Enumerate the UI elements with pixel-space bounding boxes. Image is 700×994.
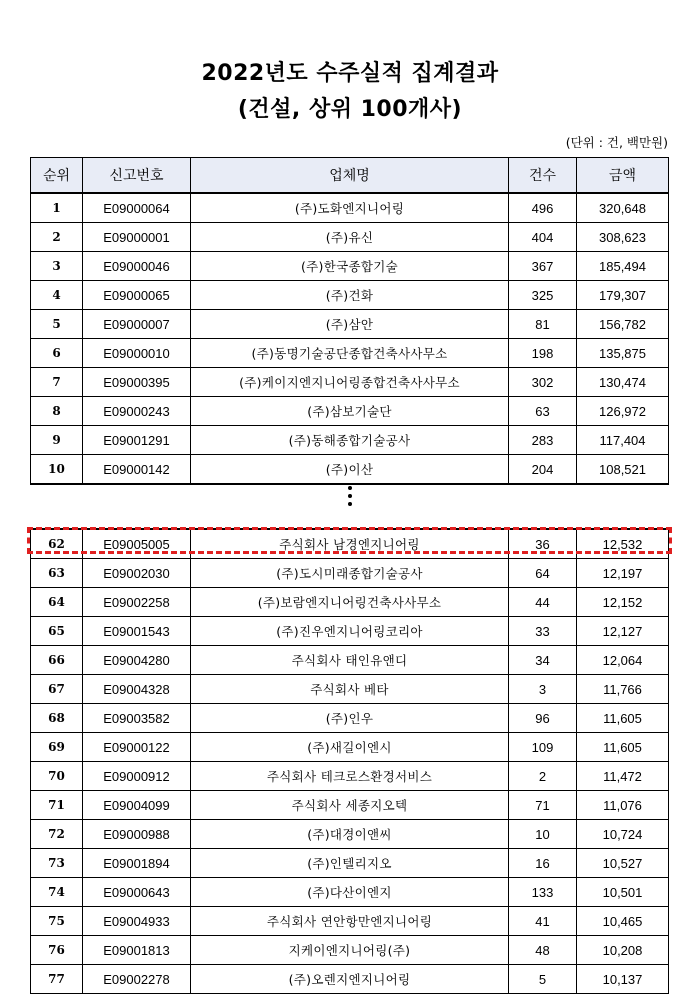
company-cell: (주)오렌지엔지니어링 xyxy=(191,965,509,994)
count-cell: 302 xyxy=(509,368,577,397)
count-cell: 404 xyxy=(509,223,577,252)
table-row xyxy=(31,368,669,397)
count-cell: 2 xyxy=(509,762,577,791)
rank-cell: 69 xyxy=(31,733,83,762)
count-cell: 44 xyxy=(509,588,577,617)
code-cell: E09000007 xyxy=(83,310,191,339)
count-cell: 5 xyxy=(509,965,577,994)
code-cell: E09000046 xyxy=(83,252,191,281)
code-cell: E09000912 xyxy=(83,762,191,791)
rank-cell: 2 xyxy=(31,223,83,252)
count-cell: 96 xyxy=(509,704,577,733)
code-cell: E09000643 xyxy=(83,878,191,907)
code-cell: E09001543 xyxy=(83,617,191,646)
count-cell: 64 xyxy=(509,559,577,588)
amount-cell: 156,782 xyxy=(577,310,669,339)
amount-cell: 130,474 xyxy=(577,368,669,397)
code-cell: E09000001 xyxy=(83,223,191,252)
code-cell: E09000064 xyxy=(83,193,191,223)
code-cell: E09003582 xyxy=(83,704,191,733)
count-cell: 33 xyxy=(509,617,577,646)
company-cell: (주)동명기술공단종합건축사사무소 xyxy=(191,339,509,368)
company-cell: (주)도화엔지니어링 xyxy=(191,193,509,223)
table-header-row xyxy=(31,158,669,194)
amount-cell: 135,875 xyxy=(577,339,669,368)
amount-cell: 12,127 xyxy=(577,617,669,646)
rank-cell: 76 xyxy=(31,936,83,965)
code-cell: E09000395 xyxy=(83,368,191,397)
amount-cell: 12,197 xyxy=(577,559,669,588)
company-cell: (주)다산이엔지 xyxy=(191,878,509,907)
code-cell: E09001813 xyxy=(83,936,191,965)
count-cell: 496 xyxy=(509,193,577,223)
table-row xyxy=(31,397,669,426)
table-row xyxy=(31,849,669,878)
code-cell: E09004328 xyxy=(83,675,191,704)
rank-cell: 71 xyxy=(31,791,83,820)
rank-cell: 6 xyxy=(31,339,83,368)
code-cell: E09000988 xyxy=(83,820,191,849)
table-row xyxy=(31,193,669,223)
table-row xyxy=(31,762,669,791)
table-row xyxy=(31,529,669,559)
rank-cell: 74 xyxy=(31,878,83,907)
company-cell: 주식회사 태인유앤디 xyxy=(191,646,509,675)
company-cell: (주)인텔리지오 xyxy=(191,849,509,878)
amount-cell: 11,766 xyxy=(577,675,669,704)
rank-cell: 65 xyxy=(31,617,83,646)
amount-cell: 10,724 xyxy=(577,820,669,849)
code-cell: E09004280 xyxy=(83,646,191,675)
header-count: 건수 xyxy=(509,158,577,194)
company-cell: 주식회사 세종지오텍 xyxy=(191,791,509,820)
count-cell: 198 xyxy=(509,339,577,368)
rank-cell: 62 xyxy=(31,529,83,559)
table-row xyxy=(31,704,669,733)
amount-cell: 11,605 xyxy=(577,733,669,762)
count-cell: 10 xyxy=(509,820,577,849)
amount-cell: 126,972 xyxy=(577,397,669,426)
count-cell: 71 xyxy=(509,791,577,820)
rank-cell: 8 xyxy=(31,397,83,426)
count-cell: 41 xyxy=(509,907,577,936)
rank-cell: 10 xyxy=(31,455,83,485)
ranking-table-top xyxy=(30,157,669,485)
count-cell: 34 xyxy=(509,646,577,675)
code-cell: E09005005 xyxy=(83,529,191,559)
amount-cell: 10,208 xyxy=(577,936,669,965)
table-row xyxy=(31,733,669,762)
amount-cell: 11,605 xyxy=(577,704,669,733)
amount-cell: 308,623 xyxy=(577,223,669,252)
table-row xyxy=(31,907,669,936)
code-cell: E09002030 xyxy=(83,559,191,588)
company-cell: (주)새길이엔시 xyxy=(191,733,509,762)
amount-cell: 11,472 xyxy=(577,762,669,791)
table-row xyxy=(31,426,669,455)
company-cell: 주식회사 남경엔지니어링 xyxy=(191,529,509,559)
company-cell: (주)도시미래종합기술공사 xyxy=(191,559,509,588)
table-row xyxy=(31,455,669,485)
rank-cell: 9 xyxy=(31,426,83,455)
code-cell: E09000122 xyxy=(83,733,191,762)
company-cell: 주식회사 베타 xyxy=(191,675,509,704)
table-row xyxy=(31,310,669,339)
company-cell: (주)진우엔지니어링코리아 xyxy=(191,617,509,646)
header-amount: 금액 xyxy=(577,158,669,194)
code-cell: E09004099 xyxy=(83,791,191,820)
code-cell: E09004933 xyxy=(83,907,191,936)
rank-cell: 63 xyxy=(31,559,83,588)
document-subtitle: (건설, 상위 100개사) xyxy=(237,97,463,122)
count-cell: 204 xyxy=(509,455,577,485)
company-cell: (주)삼안 xyxy=(191,310,509,339)
count-cell: 63 xyxy=(509,397,577,426)
count-cell: 16 xyxy=(509,849,577,878)
rank-cell: 77 xyxy=(31,965,83,994)
amount-cell: 117,404 xyxy=(577,426,669,455)
company-cell: (주)보람엔지니어링건축사사무소 xyxy=(191,588,509,617)
company-cell: (주)건화 xyxy=(191,281,509,310)
amount-cell: 12,064 xyxy=(577,646,669,675)
count-cell: 36 xyxy=(509,529,577,559)
code-cell: E09002278 xyxy=(83,965,191,994)
company-cell: (주)동해종합기술공사 xyxy=(191,426,509,455)
code-cell: E09002258 xyxy=(83,588,191,617)
table-row xyxy=(31,559,669,588)
amount-cell: 108,521 xyxy=(577,455,669,485)
company-cell: (주)이산 xyxy=(191,455,509,485)
rank-cell: 66 xyxy=(31,646,83,675)
company-cell: (주)삼보기술단 xyxy=(191,397,509,426)
company-cell: 주식회사 테크로스환경서비스 xyxy=(191,762,509,791)
header-company: 업체명 xyxy=(191,158,509,194)
ranking-table-bottom xyxy=(30,528,669,994)
rank-cell: 4 xyxy=(31,281,83,310)
amount-cell: 12,532 xyxy=(577,529,669,559)
header-code: 신고번호 xyxy=(83,158,191,194)
amount-cell: 11,076 xyxy=(577,791,669,820)
count-cell: 283 xyxy=(509,426,577,455)
company-cell: 주식회사 연안항만엔지니어링 xyxy=(191,907,509,936)
document-title: 2022년도 수주실적 집계결과 xyxy=(201,61,499,86)
amount-cell: 179,307 xyxy=(577,281,669,310)
amount-cell: 10,137 xyxy=(577,965,669,994)
rank-cell: 3 xyxy=(31,252,83,281)
header-rank: 순위 xyxy=(31,158,83,194)
table-row xyxy=(31,820,669,849)
amount-cell: 320,648 xyxy=(577,193,669,223)
company-cell: (주)케이지엔지니어링종합건축사사무소 xyxy=(191,368,509,397)
count-cell: 48 xyxy=(509,936,577,965)
company-cell: (주)대경이앤씨 xyxy=(191,820,509,849)
table-row xyxy=(31,675,669,704)
table-row xyxy=(31,936,669,965)
table-row xyxy=(31,791,669,820)
amount-cell: 10,527 xyxy=(577,849,669,878)
count-cell: 109 xyxy=(509,733,577,762)
table-row xyxy=(31,965,669,994)
rank-cell: 72 xyxy=(31,820,83,849)
amount-cell: 185,494 xyxy=(577,252,669,281)
count-cell: 325 xyxy=(509,281,577,310)
unit-note: (단위 : 건, 백만원) xyxy=(565,135,668,150)
company-cell: 지케이엔지니어링(주) xyxy=(191,936,509,965)
code-cell: E09000243 xyxy=(83,397,191,426)
amount-cell: 10,465 xyxy=(577,907,669,936)
rank-cell: 64 xyxy=(31,588,83,617)
company-cell: (주)인우 xyxy=(191,704,509,733)
rank-cell: 1 xyxy=(31,193,83,223)
rank-cell: 73 xyxy=(31,849,83,878)
rank-cell: 70 xyxy=(31,762,83,791)
rank-cell: 68 xyxy=(31,704,83,733)
company-cell: (주)한국종합기술 xyxy=(191,252,509,281)
table-row xyxy=(31,617,669,646)
table-row xyxy=(31,339,669,368)
code-cell: E09001894 xyxy=(83,849,191,878)
code-cell: E09000010 xyxy=(83,339,191,368)
rank-cell: 75 xyxy=(31,907,83,936)
vertical-ellipsis-icon xyxy=(346,486,354,510)
count-cell: 81 xyxy=(509,310,577,339)
code-cell: E09000065 xyxy=(83,281,191,310)
table-row xyxy=(31,252,669,281)
table-row xyxy=(31,281,669,310)
amount-cell: 12,152 xyxy=(577,588,669,617)
count-cell: 3 xyxy=(509,675,577,704)
code-cell: E09000142 xyxy=(83,455,191,485)
amount-cell: 10,501 xyxy=(577,878,669,907)
company-cell: (주)유신 xyxy=(191,223,509,252)
rank-cell: 67 xyxy=(31,675,83,704)
table-row xyxy=(31,878,669,907)
rank-cell: 5 xyxy=(31,310,83,339)
table-row xyxy=(31,646,669,675)
count-cell: 133 xyxy=(509,878,577,907)
table-row xyxy=(31,588,669,617)
code-cell: E09001291 xyxy=(83,426,191,455)
table-row xyxy=(31,223,669,252)
count-cell: 367 xyxy=(509,252,577,281)
rank-cell: 7 xyxy=(31,368,83,397)
